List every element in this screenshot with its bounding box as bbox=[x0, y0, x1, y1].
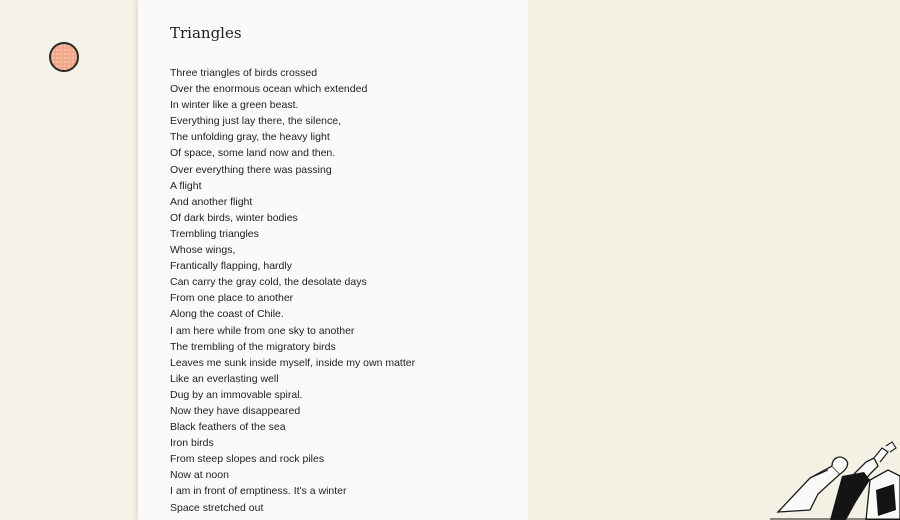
poem-line: Space stretched out bbox=[170, 501, 264, 514]
poem-line: I am here while from one sky to another bbox=[170, 324, 355, 337]
poem-line: Over the enormous ocean which extended bbox=[170, 83, 368, 96]
poem-line: Now they have disappeared bbox=[170, 404, 301, 417]
poem-line: Three triangles of birds crossed bbox=[170, 67, 318, 79]
reclining-figure-illustration bbox=[770, 440, 900, 520]
poem-line: From one place to another bbox=[170, 292, 294, 305]
poem-title: Triangles bbox=[170, 24, 242, 42]
poem-line: Trembling triangles bbox=[170, 227, 259, 240]
poem-line: Dug by an immovable spiral. bbox=[170, 388, 303, 401]
poem-line: Everything just lay there, the silence, bbox=[170, 115, 342, 128]
poem-line: I am in front of emptiness. It's a winter bbox=[170, 485, 347, 498]
poem-line: Can carry the gray cold, the desolate days bbox=[170, 276, 367, 289]
poem-line: Leaves me sunk inside myself, inside my own matter bbox=[170, 356, 416, 369]
poem-line: Iron birds bbox=[170, 437, 214, 450]
poem-line: Black feathers of the sea bbox=[170, 421, 286, 434]
poem-line: Like an everlasting well bbox=[170, 372, 279, 385]
poem-lines bbox=[170, 65, 415, 516]
poem-line: In winter like a green beast. bbox=[170, 99, 299, 112]
poem-line: From steep slopes and rock piles bbox=[170, 453, 325, 466]
poem-line: Now at noon bbox=[170, 469, 229, 482]
poem-line: Of dark birds, winter bodies bbox=[170, 211, 298, 224]
poem-paper bbox=[137, 0, 529, 520]
poem-line: Along the coast of Chile. bbox=[170, 308, 284, 321]
poem-line: And another flight bbox=[170, 195, 253, 208]
left-margin bbox=[0, 0, 137, 520]
poem-line: Frantically flapping, hardly bbox=[170, 260, 292, 273]
poem-line: Of space, some land now and then. bbox=[170, 147, 336, 160]
poem-line: The unfolding gray, the heavy light bbox=[170, 131, 330, 144]
poem-line: A flight bbox=[170, 179, 202, 192]
poem-line: The trembling of the migratory birds bbox=[170, 340, 336, 353]
poem-line: Over everything there was passing bbox=[170, 163, 332, 176]
poem-line: Whose wings, bbox=[170, 244, 236, 257]
sun-icon bbox=[49, 42, 79, 72]
